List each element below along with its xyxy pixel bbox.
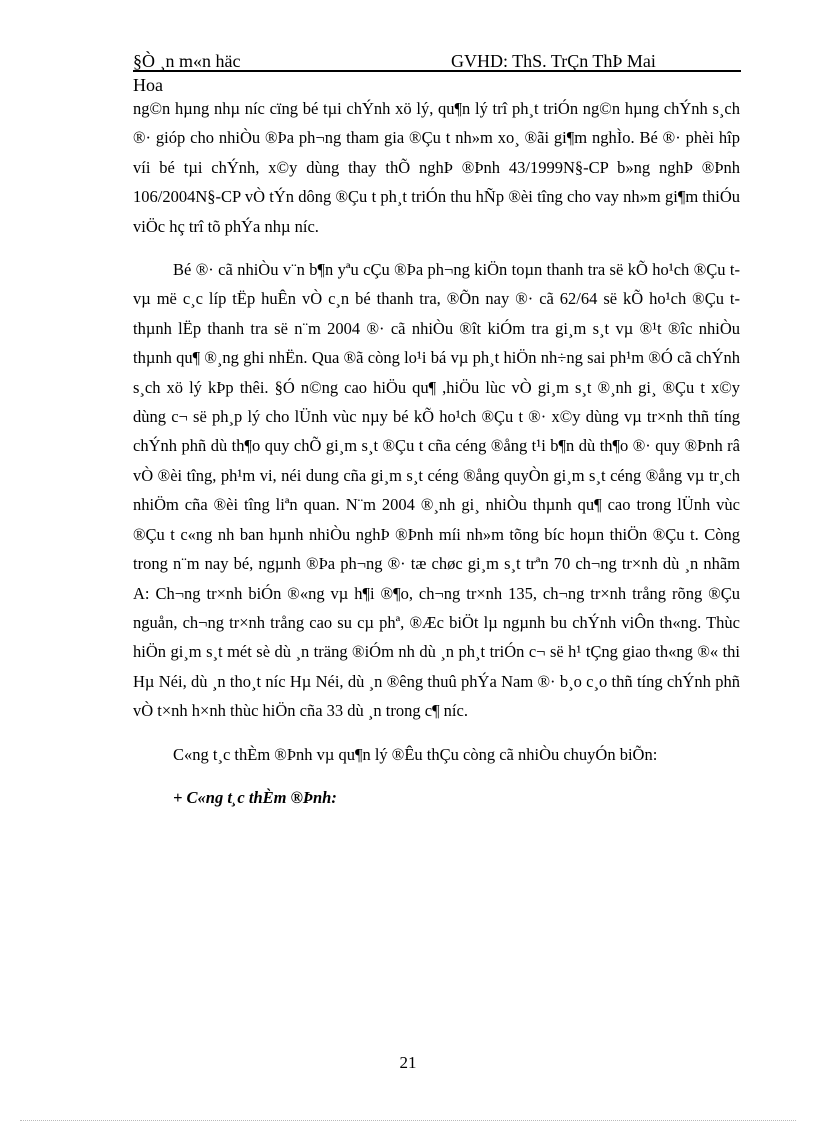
paragraph: C«ng t¸c thÈm ®Þnh vµ qu¶n lý ®Êu thÇu còng cã nhiÒu chuyÓn biÕn: bbox=[173, 744, 658, 764]
header-divider bbox=[133, 70, 741, 72]
paragraph: Bé ®· cã nhiÒu v¨n b¶n yªu cÇu ®Þa ph¬ng kiÖn toµn thanh tra së kÕ ho¹ch ®Çu t vµ më c¸c líp tËp huÊn vÒ c¸n bé thanh tra, ®Õn nay ®· cã 62/64 së kÕ ho¹ch ®Çu t thµnh lËp thanh tra së n¨m 2004 ®· cã nhiÒu ®ît kiÓm tra gi¸m s¸t vµ ®¹t ®îc nhiÒu thµnh qu¶ ®¸ng ghi nhËn. Qua ®ã còng lo¹i bá vµ ph¸t hiÖn nh÷ng sai ph¹m ®Ó cã chÝnh s¸ch xö lý kÞp thêi. §Ó n©ng cao hiÖu qu¶ ,hiÖu lùc vÒ gi¸m s¸t ®¸nh gi¸ ®Çu t x©y dùng c¬ së ph¸p lý cho lÜnh vùc nµy bé kÕ ho¹ch ®Çu t ®· x©y dùng vµ tr×nh thñ tíng chÝnh phñ dù th¶o quy chÕ gi¸m s¸t ®Çu t cña céng ®ång t¹i b¶n dù th¶o ®· quy ®Þnh râ vÒ ®èi tîng, ph¹m vi, néi dung cña gi¸m s¸t céng ®ång quyÒn gi¸m s¸t céng ®ång vµ tr¸ch nhiÖm cña ®èi tîng liªn quan. N¨m 2004 ®¸nh gi¸ nhiÒu thµnh qu¶ cao trong lÜnh vùc ®Çu t c«ng nh ban hµnh nhiÒu nghÞ ®Þnh míi nh»m tõng bíc hoµn thiÖn ®Çu t. Còng trong n¨m nay bé, ngµnh ®Þa ph¬ng ®· tæ chøc gi¸m s¸t trªn 70 ch¬ng tr×nh dù ¸n nhãm A: Ch¬ng tr×nh biÓn ®«ng vµ h¶i ®¶o, ch¬ng tr×nh 135, ch¬ng tr×nh trång rõng ®Çu nguån, ch¬ng tr×nh trång cao su cµ phª, ®Æc biÖt lµ ngµnh bu chÝnh viÔn th«ng. Thùc hiÖn gi¸m s¸t mét sè dù ¸n träng ®iÓm nh dù ¸n ph¸t triÓn c¬ së h¹ tÇng giao th«ng ®« thi Hµ Néi, dù ¸n tho¸t níc Hµ Néi, dù ¸n ®êng thuû phÝa Nam ®· b¸o c¸o thñ tíng chÝnh phñ vÒ t×nh h×nh thùc hiÖn cña 33 dù ¸n trong c¶ níc. bbox=[133, 260, 740, 721]
running-header bbox=[133, 50, 741, 72]
page-number: 21 bbox=[399, 1053, 417, 1072]
document-body bbox=[133, 94, 740, 812]
paragraph: ng©n hµng nhµ níc cïng bé tµi chÝnh xö lý, qu¶n lý trî ph¸t triÓn ng©n hµng chÝnh s¸ch ®· gióp cho nhiÒu ®Þa ph¬ng tham gia ®Çu t nh»m xo¸ ®ãi gi¶m nghÌo. Bé ®· phèi hîp víi bé tµi chÝnh, x©y dùng thay thÕ nghÞ ®Þnh 43/1999N§-CP b»ng nghÞ ®Þnh 106/2004N§-CP vÒ tÝn dông ®Çu t ph¸t triÓn thu hÑp ®èi tîng cho vay nh»m gi¶m thiÓu viÖc hç trî tõ phÝa nhµ níc. bbox=[133, 99, 740, 236]
list-item-heading: + C«ng t¸c thÈm ®Þnh: bbox=[173, 787, 337, 807]
header-advisor-continued: Hoa bbox=[133, 75, 163, 95]
header-report-title: §Ò ¸n m«n häc bbox=[133, 51, 241, 71]
page-bottom-divider bbox=[20, 1120, 796, 1121]
header-advisor: GVHD: ThS. TrÇn ThÞ Mai bbox=[451, 51, 656, 71]
